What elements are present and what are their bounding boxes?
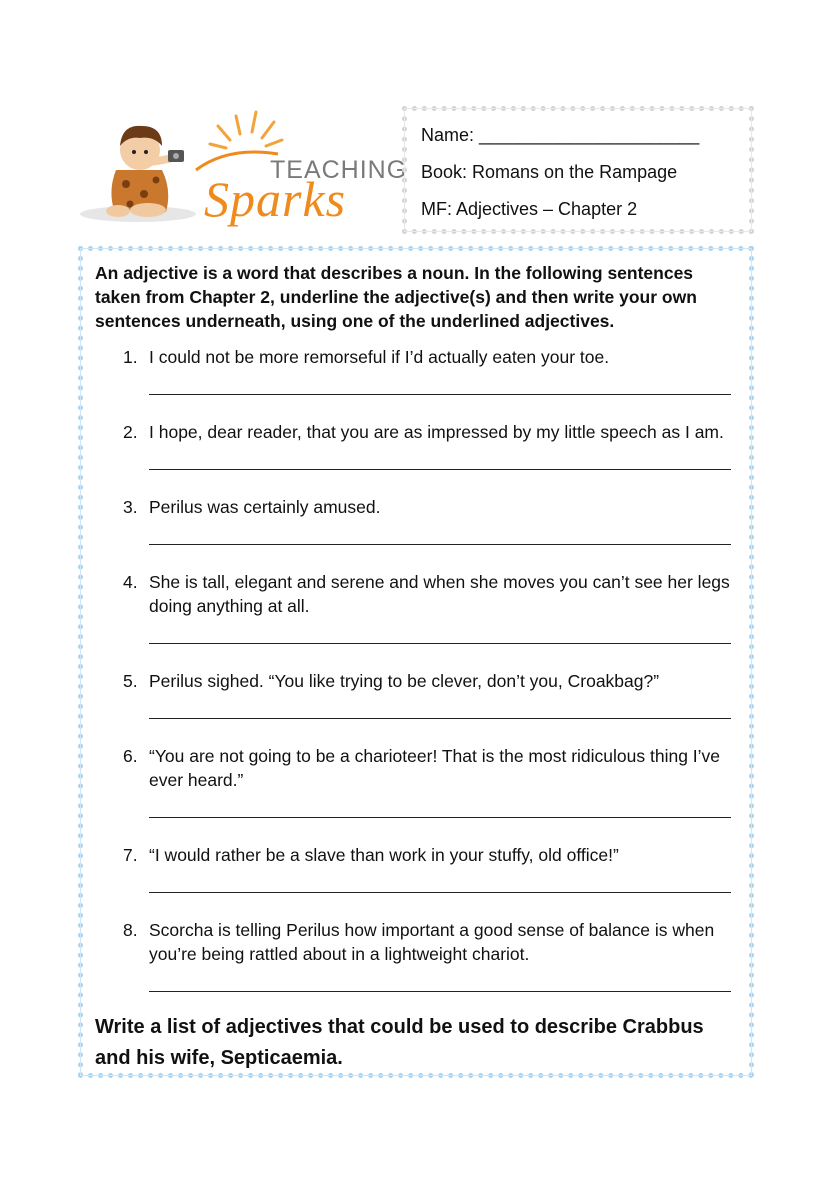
question-item	[95, 570, 739, 618]
question-text: I hope, dear reader, that you are as impressed by my little speech as I am.	[149, 422, 724, 442]
question-text: Perilus sighed. “You like trying to be clever, don’t you, Croakbag?”	[149, 671, 660, 691]
teaching-sparks-logo	[78, 110, 408, 228]
question-number: 1.	[123, 347, 138, 367]
student-info-box	[402, 106, 754, 234]
book-title: Book: Romans on the Rampage	[421, 162, 678, 182]
question-item	[95, 744, 739, 792]
name-field[interactable]: Name: ______________________	[421, 125, 700, 145]
worksheet-topic: MF: Adjectives – Chapter 2	[421, 199, 638, 219]
answer-line[interactable]	[149, 469, 731, 470]
question-number: 3.	[123, 497, 138, 517]
logo-word-teaching: TEACHING	[270, 156, 408, 184]
question-text: I could not be more remorseful if I’d actually eaten your toe.	[149, 347, 610, 367]
question-number: 5.	[123, 671, 138, 691]
question-item	[95, 345, 739, 369]
question-item	[95, 420, 739, 444]
answer-line[interactable]	[149, 991, 731, 992]
question-number: 4.	[123, 572, 138, 592]
question-text: “You are not going to be a charioteer! That is the most ridiculous thing I’ve ever heard.”	[149, 746, 721, 790]
question-text: “I would rather be a slave than work in your stuffy, old office!”	[149, 845, 619, 865]
answer-line[interactable]	[149, 718, 731, 719]
question-item	[95, 669, 739, 693]
question-number: 8.	[123, 920, 138, 940]
question-text: Scorcha is telling Perilus how important a good sense of balance is when you’re being rattled about in a lightweight chariot.	[149, 920, 715, 964]
logo-word-sparks: Sparks	[204, 171, 347, 227]
answer-line[interactable]	[149, 643, 731, 644]
final-task: Write a list of adjectives that could be used to describe Crabbus and his wife, Septicaemia.	[95, 1016, 704, 1069]
answer-line[interactable]	[149, 892, 731, 893]
question-number: 6.	[123, 746, 138, 766]
answer-line[interactable]	[149, 817, 731, 818]
instructions: An adjective is a word that describes a noun. In the following sentences taken from Chapter 2, underline the adjective(s) and then write your own sentences underneath, using one of the underlined adjectives.	[95, 263, 697, 331]
answer-line[interactable]	[149, 394, 731, 395]
worksheet-panel	[78, 246, 754, 1078]
question-number: 2.	[123, 422, 138, 442]
question-item	[95, 918, 739, 966]
answer-line[interactable]	[149, 544, 731, 545]
question-number: 7.	[123, 845, 138, 865]
question-item	[95, 495, 739, 519]
question-item	[95, 843, 739, 867]
question-text: She is tall, elegant and serene and when she moves you can’t see her legs doing anything at all.	[149, 572, 730, 616]
question-text: Perilus was certainly amused.	[149, 497, 381, 517]
